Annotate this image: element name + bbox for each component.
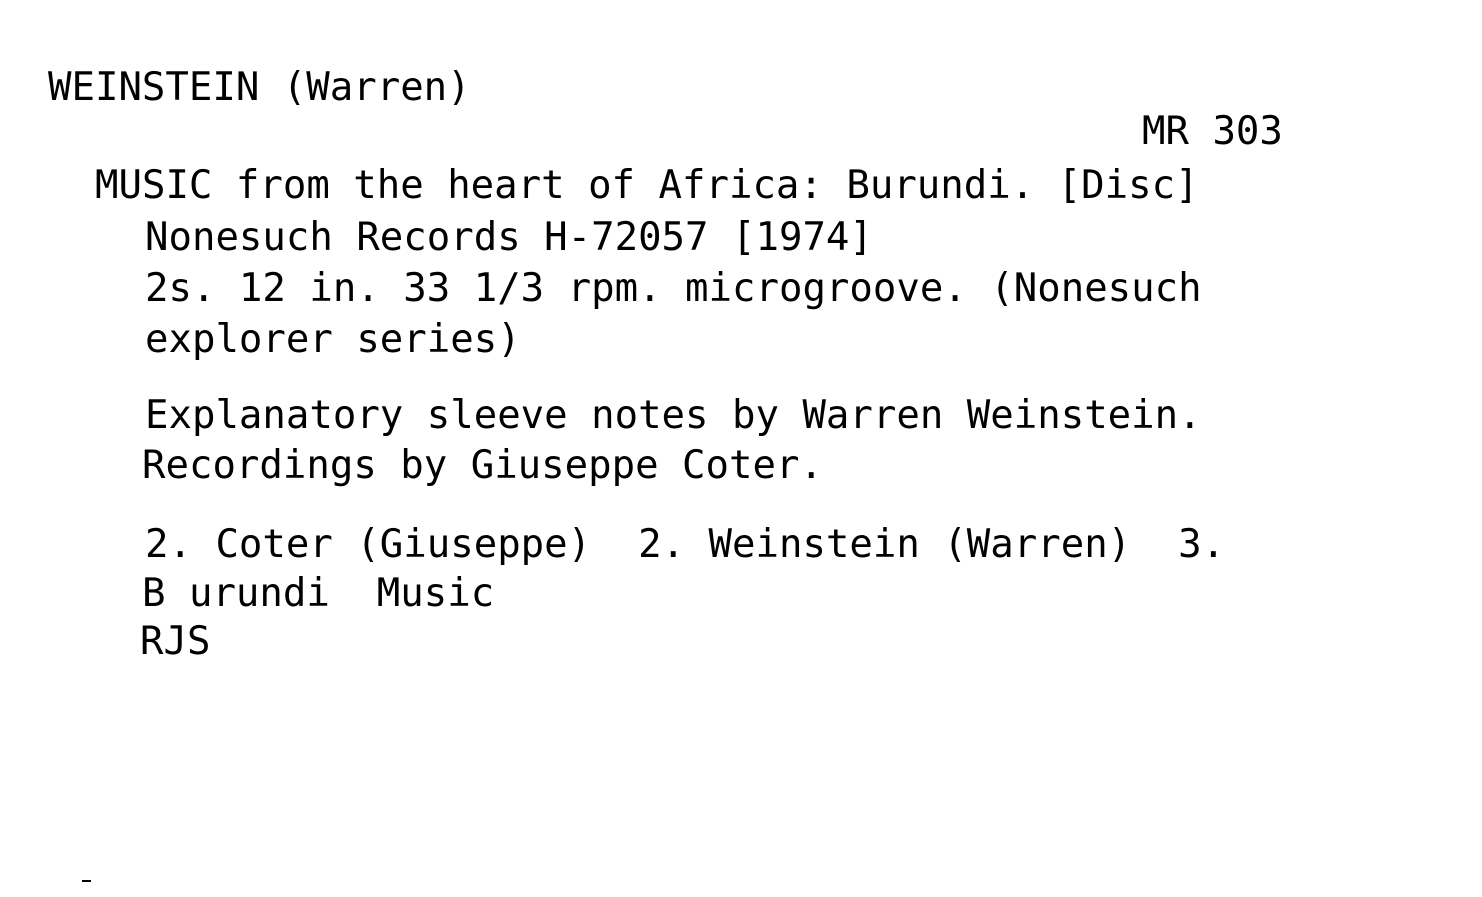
title-statement: MUSIC from the heart of Africa: Burundi. [Disc] [95, 163, 1199, 208]
tracings-line-1: 2. Coter (Giuseppe) 2. Weinstein (Warren) 3. [145, 522, 1226, 567]
cataloger-initials: RJS [140, 619, 211, 664]
note-line-2: Recordings by Giuseppe Coter. [142, 443, 823, 488]
physical-description-line-1: 2s. 12 in. 33 1/3 rpm. microgroove. (Nonesuch [145, 266, 1202, 311]
main-entry-heading: WEINSTEIN (Warren) [48, 65, 471, 110]
note-line-1: Explanatory sleeve notes by Warren Weinstein. [145, 393, 1202, 438]
publisher-statement: Nonesuch Records H-72057 [1974] [145, 215, 873, 260]
scan-mark [82, 880, 91, 882]
physical-description-line-2: explorer series) [145, 317, 521, 362]
tracings-line-2: B urundi Music [142, 571, 495, 616]
call-number: MR 303 [1142, 109, 1283, 154]
